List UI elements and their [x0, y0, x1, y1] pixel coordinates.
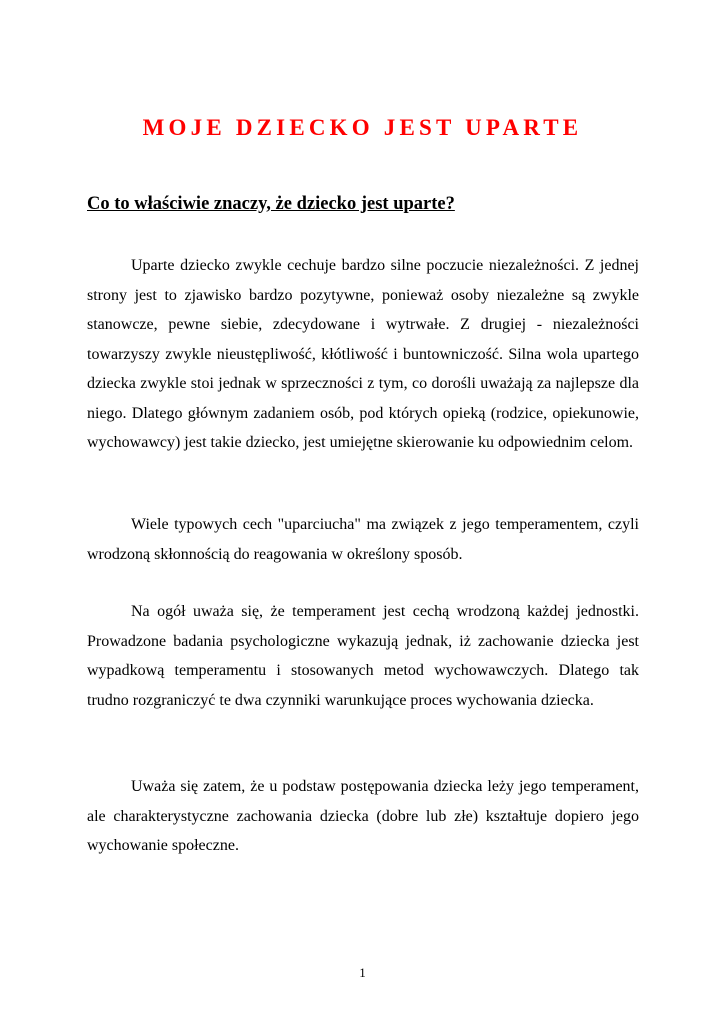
page-number: 1	[359, 965, 366, 980]
section-heading: Co to właściwie znaczy, że dziecko jest uparte?	[87, 194, 455, 214]
paragraph-3: Na ogół uważa się, że temperament jest cechą wrodzoną każdej jednostki. Prowadzone badania psychologiczne wykazują jednak, iż zachowanie dziecka jest wypadkową temperamentu i stosowanych metod wychowawczych. Dlatego tak trudno rozgraniczyć te dwa czynniki warunkujące proces wychowania dziecka.	[87, 603, 639, 709]
document-title: MOJE DZIECKO JEST UPARTE	[142, 115, 583, 140]
paragraph-2: Wiele typowych cech "uparciucha" ma związek z jego temperamentem, czyli wrodzoną skłonnością do reagowania w określony sposób.	[87, 516, 639, 563]
paragraph-4: Uważa się zatem, że u podstaw postępowania dziecka leży jego temperament, ale charakterystyczne zachowania dziecka (dobre lub złe) kształtuje dopiero jego wychowanie społeczne.	[87, 778, 639, 854]
paragraph-1: Uparte dziecko zwykle cechuje bardzo silne poczucie niezależności. Z jednej strony jest to zjawisko bardzo pozytywne, ponieważ osoby niezależne są zwykle stanowcze, pewne siebie, zdecydowane i wytrwałe. Z drugiej - niezależności towarzyszy zwykle nieustępliwość, kłótliwość i buntowniczość. Silna wola upartego dziecka zwykle stoi jednak w sprzeczności z tym, co dorośli uważają za najlepsze dla niego. Dlatego głównym zadaniem osób, pod których opieką (rodzice, opiekunowie, wychowawcy) jest takie dziecko, jest umiejętne skierowanie ku odpowiednim celom.	[87, 257, 639, 451]
